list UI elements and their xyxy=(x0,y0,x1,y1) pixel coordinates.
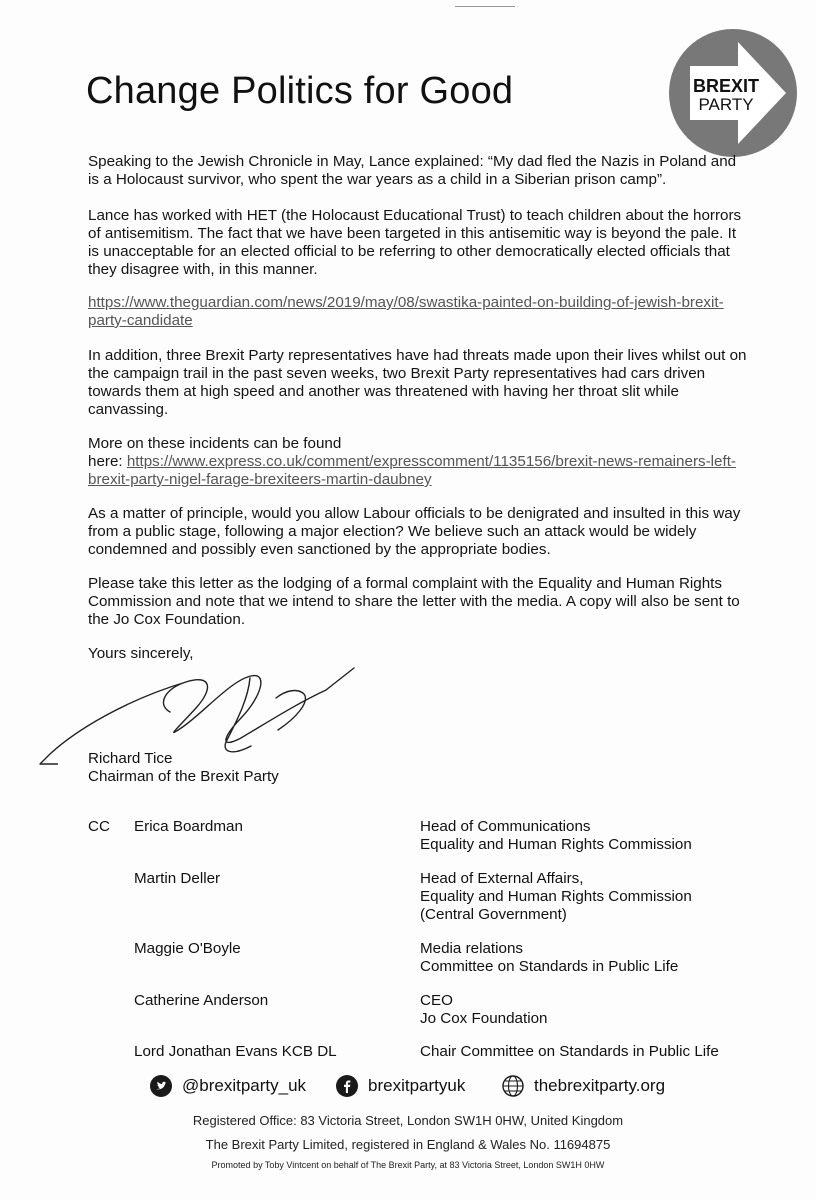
paragraph-principle: As a matter of principle, would you allow Labour officials to be denigrated and insulted in this way from a public stage, following a major election? We believe such an attack would be widely condemned and possibly even sanctioned by the appropriate bodies. xyxy=(88,505,741,558)
cc-role: Media relations Committee on Standards in Public Life xyxy=(420,940,679,975)
paragraph-quote: Speaking to the Jewish Chronicle in May, Lance explained: “My dad fled the Nazis in Poland and is a Holocaust survivor, who spent the war years as a child in a Siberian prison camp”. xyxy=(88,153,737,188)
cc-name: Catherine Anderson xyxy=(134,992,269,1009)
closing: Yours sincerely, xyxy=(88,645,194,662)
cc-role: CEO Jo Cox Foundation xyxy=(420,992,548,1027)
express-link[interactable]: https://www.express.co.uk/comment/expresscomment/1135156/brexit-news-remainers-left-brexit-party-nigel-farage-brexiteers-martin-daubney xyxy=(88,453,736,488)
more-incidents-intro: More on these incidents can be found xyxy=(88,435,342,452)
website-link[interactable]: thebrexitparty.org xyxy=(502,1075,665,1097)
twitter-icon xyxy=(150,1075,172,1097)
here-label: here: xyxy=(88,453,127,470)
cc-name: Martin Deller xyxy=(134,870,221,887)
cc-role: Chair Committee on Standards in Public Life xyxy=(420,1043,719,1060)
signer-block xyxy=(88,750,279,786)
facebook-handle[interactable]: brexitpartyuk xyxy=(336,1075,465,1097)
company-registration: The Brexit Party Limited, registered in England & Wales No. 11694875 xyxy=(205,1137,611,1152)
cc-role: Head of Communications Equality and Human Rights Commission xyxy=(420,818,692,853)
promoted-by: Promoted by Toby Vintcent on behalf of The Brexit Party, at 83 Victoria Street, London SW1H 0HW xyxy=(211,1160,605,1170)
guardian-link-text[interactable]: https://www.theguardian.com/news/2019/may/08/swastika-painted-on-building-of-jewish-brexit-party-candidate xyxy=(88,294,724,329)
cc-role: Head of External Affairs, Equality and Human Rights Commission (Central Government) xyxy=(420,870,692,923)
page-title: Change Politics for Good xyxy=(86,70,514,112)
guardian-link[interactable] xyxy=(88,294,748,330)
logo-text-party: PARTY xyxy=(698,95,754,114)
cc-name: Lord Jonathan Evans KCB DL xyxy=(134,1043,337,1060)
signer-name: Richard Tice xyxy=(88,750,173,767)
paragraph-more-incidents xyxy=(88,435,748,489)
brexit-party-logo xyxy=(668,28,798,158)
registered-office: Registered Office: 83 Victoria Street, London SW1H 0HW, United Kingdom xyxy=(192,1113,624,1128)
globe-icon xyxy=(502,1075,524,1097)
scan-artifact xyxy=(455,0,515,7)
signer-role: Chairman of the Brexit Party xyxy=(88,768,279,785)
cc-label: CC xyxy=(88,818,110,835)
cc-name: Maggie O'Boyle xyxy=(134,940,241,957)
twitter-handle[interactable]: @brexitparty_uk xyxy=(150,1075,306,1097)
facebook-icon xyxy=(336,1075,358,1097)
logo-text-brexit: BREXIT xyxy=(692,76,760,96)
paragraph-threats: In addition, three Brexit Party representatives have had threats made upon their lives whilst out on the campaign trail in the past seven weeks, two Brexit Party representatives had cars driven towards them at high speed and another was threatened with having her throat slit while canvassing. xyxy=(88,347,747,418)
cc-name: Erica Boardman xyxy=(134,818,243,835)
paragraph-het: Lance has worked with HET (the Holocaust Educational Trust) to teach children about the horrors of antisemitism. The fact that we have been targeted in this antisemitic way is beyond the pale. It is unacceptable for an elected official to be referring to other democratically elected officials that they disagree with, in this manner. xyxy=(88,207,742,278)
paragraph-complaint: Please take this letter as the lodging of a formal complaint with the Equality and Human Rights Commission and note that we intend to share the letter with the media. A copy will also be sent to the Jo Cox Foundation. xyxy=(88,575,740,628)
